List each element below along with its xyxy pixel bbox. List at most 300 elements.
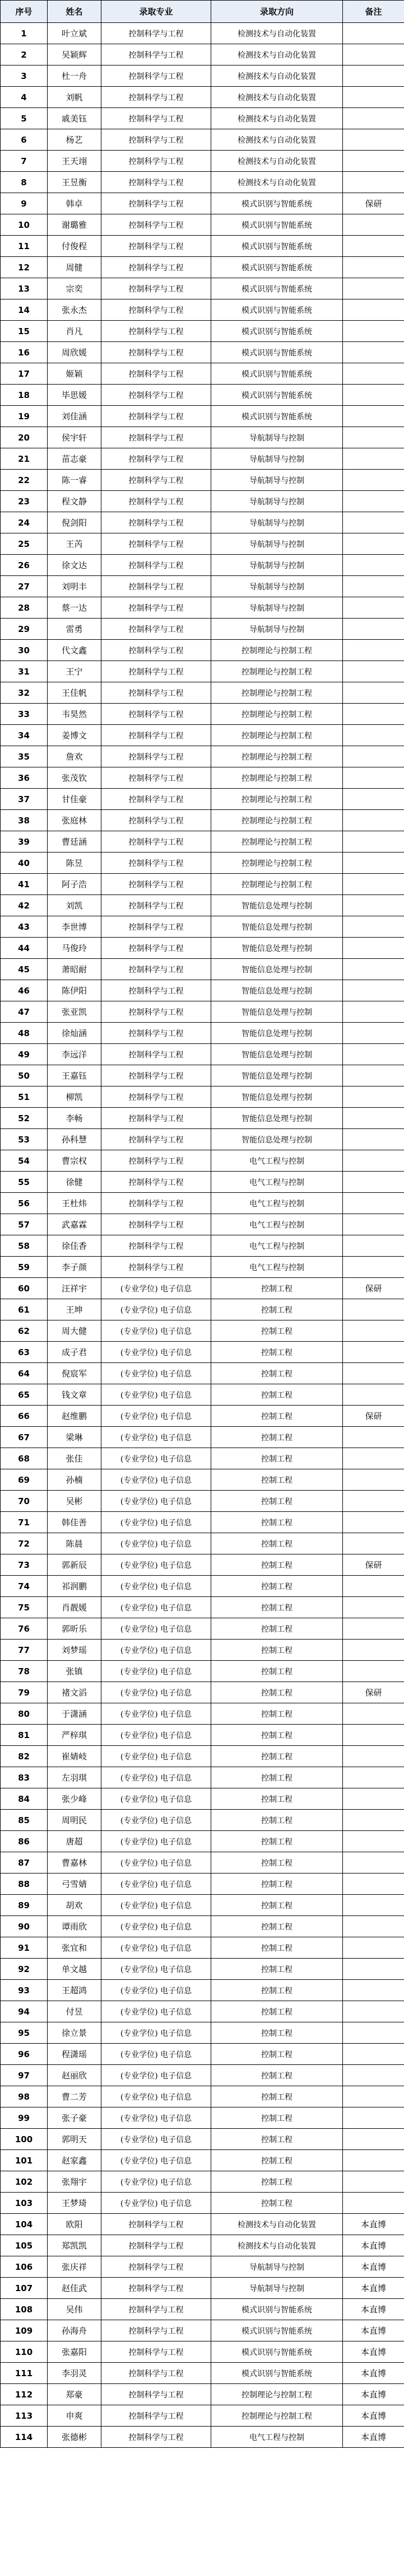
cell-index: 40 <box>1 853 48 874</box>
table-row <box>1 299 404 321</box>
table-row <box>1 1767 404 1788</box>
table-row <box>1 1682 404 1703</box>
cell-index: 71 <box>1 1512 48 1533</box>
cell-major: 控制科学与工程 <box>101 831 211 853</box>
cell-major: (专业学位) 电子信息 <box>101 1406 211 1427</box>
cell-note <box>343 2150 404 2171</box>
cell-note <box>343 1044 404 1065</box>
cell-direction: 控制工程 <box>211 2001 343 2022</box>
cell-index: 108 <box>1 2299 48 2320</box>
cell-major: 控制科学与工程 <box>101 321 211 342</box>
cell-note <box>343 321 404 342</box>
cell-direction: 控制理论与控制工程 <box>211 2405 343 2427</box>
cell-direction: 导航制导与控制 <box>211 555 343 576</box>
cell-major: 控制科学与工程 <box>101 1044 211 1065</box>
cell-direction: 控制工程 <box>211 1299 343 1320</box>
table-header <box>1 1 404 23</box>
cell-name: 单文越 <box>48 1959 101 1980</box>
cell-name: 武嘉霖 <box>48 1214 101 1235</box>
cell-index: 99 <box>1 2107 48 2129</box>
cell-index: 93 <box>1 1980 48 2001</box>
cell-name: 杜一舟 <box>48 65 101 87</box>
cell-direction: 控制工程 <box>211 1810 343 1831</box>
cell-major: 控制科学与工程 <box>101 980 211 1001</box>
cell-name: 戚美钰 <box>48 108 101 129</box>
cell-note <box>343 214 404 236</box>
cell-major: 控制科学与工程 <box>101 23 211 44</box>
cell-direction: 智能信息处理与控制 <box>211 959 343 980</box>
table-row <box>1 108 404 129</box>
table-row <box>1 1129 404 1150</box>
cell-note <box>343 938 404 959</box>
table-row <box>1 1746 404 1767</box>
cell-major: 控制科学与工程 <box>101 151 211 172</box>
cell-direction: 导航制导与控制 <box>211 619 343 640</box>
cell-note <box>343 555 404 576</box>
cell-index: 35 <box>1 746 48 767</box>
cell-name: 申爽 <box>48 2405 101 2427</box>
table-row <box>1 427 404 448</box>
cell-index: 67 <box>1 1427 48 1448</box>
cell-direction: 控制理论与控制工程 <box>211 810 343 831</box>
cell-direction: 控制工程 <box>211 1640 343 1661</box>
cell-direction: 控制理论与控制工程 <box>211 704 343 725</box>
cell-name: 曹宗权 <box>48 1150 101 1172</box>
cell-name: 王昱衡 <box>48 172 101 193</box>
cell-name: 徐佳香 <box>48 1235 101 1257</box>
table-row <box>1 1491 404 1512</box>
cell-direction: 导航制导与控制 <box>211 448 343 470</box>
cell-major: 控制科学与工程 <box>101 682 211 704</box>
table-row <box>1 1810 404 1831</box>
cell-direction: 控制理论与控制工程 <box>211 831 343 853</box>
cell-note <box>343 151 404 172</box>
cell-note <box>343 1363 404 1384</box>
table-row <box>1 44 404 65</box>
cell-name: 张德彬 <box>48 2427 101 2448</box>
cell-note <box>343 1959 404 1980</box>
cell-name: 蔡一达 <box>48 597 101 619</box>
table-row <box>1 65 404 87</box>
cell-note <box>343 2065 404 2086</box>
cell-note <box>343 2171 404 2193</box>
table-row <box>1 87 404 108</box>
table-row <box>1 1533 404 1554</box>
cell-name: 侯宇轩 <box>48 427 101 448</box>
cell-major: 控制科学与工程 <box>101 342 211 363</box>
cell-direction: 检测技术与自动化装置 <box>211 129 343 151</box>
table-row <box>1 151 404 172</box>
cell-note <box>343 1469 404 1491</box>
cell-note <box>343 1427 404 1448</box>
cell-major: 控制科学与工程 <box>101 257 211 278</box>
cell-name: 梁琳 <box>48 1427 101 1448</box>
cell-name: 徐健 <box>48 1172 101 1193</box>
cell-note <box>343 1533 404 1554</box>
cell-name: 李子颜 <box>48 1257 101 1278</box>
cell-index: 106 <box>1 2256 48 2278</box>
cell-index: 76 <box>1 1618 48 1640</box>
cell-major: (专业学位) 电子信息 <box>101 2065 211 2086</box>
cell-major: (专业学位) 电子信息 <box>101 1916 211 1937</box>
table-row <box>1 512 404 533</box>
table-row <box>1 2256 404 2278</box>
cell-index: 110 <box>1 2341 48 2363</box>
table-row <box>1 2235 404 2256</box>
cell-name: 欧阳 <box>48 2214 101 2235</box>
cell-index: 17 <box>1 363 48 385</box>
cell-major: (专业学位) 电子信息 <box>101 1810 211 1831</box>
cell-index: 44 <box>1 938 48 959</box>
cell-major: (专业学位) 电子信息 <box>101 1959 211 1980</box>
cell-name: 陈伊阳 <box>48 980 101 1001</box>
cell-index: 4 <box>1 87 48 108</box>
cell-direction: 电气工程与控制 <box>211 1193 343 1214</box>
cell-index: 105 <box>1 2235 48 2256</box>
cell-index: 50 <box>1 1065 48 1086</box>
cell-direction: 控制工程 <box>211 1874 343 1895</box>
cell-index: 113 <box>1 2405 48 2427</box>
cell-index: 9 <box>1 193 48 214</box>
cell-direction: 控制工程 <box>211 2086 343 2107</box>
cell-index: 72 <box>1 1533 48 1554</box>
cell-index: 73 <box>1 1554 48 1576</box>
cell-name: 叶立斌 <box>48 23 101 44</box>
cell-name: 陈晨 <box>48 1533 101 1554</box>
cell-index: 55 <box>1 1172 48 1193</box>
cell-note <box>343 1618 404 1640</box>
cell-index: 83 <box>1 1767 48 1788</box>
cell-major: (专业学位) 电子信息 <box>101 1703 211 1725</box>
cell-note <box>343 1129 404 1150</box>
cell-note <box>343 1980 404 2001</box>
table-row <box>1 1852 404 1874</box>
cell-index: 86 <box>1 1831 48 1852</box>
cell-direction: 控制工程 <box>211 1682 343 1703</box>
cell-note: 本直博 <box>343 2427 404 2448</box>
table-row <box>1 1086 404 1108</box>
cell-direction: 智能信息处理与控制 <box>211 1065 343 1086</box>
cell-name: 宗奕 <box>48 278 101 299</box>
cell-direction: 控制工程 <box>211 1406 343 1427</box>
cell-direction: 模式识别与智能系统 <box>211 406 343 427</box>
cell-direction: 控制工程 <box>211 1597 343 1618</box>
cell-direction: 控制工程 <box>211 1512 343 1533</box>
table-row <box>1 129 404 151</box>
cell-major: (专业学位) 电子信息 <box>101 1278 211 1299</box>
cell-name: 张庆祥 <box>48 2256 101 2278</box>
cell-note <box>343 1299 404 1320</box>
table-row <box>1 1512 404 1533</box>
cell-name: 萧昭耐 <box>48 959 101 980</box>
cell-name: 吴伟 <box>48 2299 101 2320</box>
cell-index: 28 <box>1 597 48 619</box>
table-row <box>1 1916 404 1937</box>
cell-major: 控制科学与工程 <box>101 2235 211 2256</box>
table-row <box>1 1235 404 1257</box>
cell-name: 王芮 <box>48 533 101 555</box>
cell-name: 王天翊 <box>48 151 101 172</box>
table-row <box>1 980 404 1001</box>
table-row <box>1 789 404 810</box>
cell-name: 张永杰 <box>48 299 101 321</box>
cell-name: 韩卓 <box>48 193 101 214</box>
cell-note: 本直博 <box>343 2235 404 2256</box>
cell-direction: 模式识别与智能系统 <box>211 321 343 342</box>
cell-note <box>343 1512 404 1533</box>
cell-major: 控制科学与工程 <box>101 959 211 980</box>
cell-note: 保研 <box>343 1406 404 1427</box>
cell-note <box>343 1150 404 1172</box>
table-row <box>1 916 404 938</box>
cell-major: 控制科学与工程 <box>101 427 211 448</box>
cell-major: (专业学位) 电子信息 <box>101 1554 211 1576</box>
cell-direction: 控制工程 <box>211 1916 343 1937</box>
cell-direction: 控制工程 <box>211 2193 343 2214</box>
cell-name: 程潇瑶 <box>48 2044 101 2065</box>
cell-note <box>343 491 404 512</box>
cell-name: 姬颖 <box>48 363 101 385</box>
cell-major: 控制科学与工程 <box>101 172 211 193</box>
table-row <box>1 2171 404 2193</box>
cell-major: 控制科学与工程 <box>101 916 211 938</box>
cell-name: 倪剑阳 <box>48 512 101 533</box>
table-row <box>1 810 404 831</box>
cell-index: 13 <box>1 278 48 299</box>
cell-major: (专业学位) 电子信息 <box>101 2044 211 2065</box>
cell-index: 21 <box>1 448 48 470</box>
table-row <box>1 1895 404 1916</box>
header-name: 姓名 <box>48 1 101 23</box>
table-row <box>1 746 404 767</box>
cell-index: 95 <box>1 2022 48 2044</box>
cell-direction: 检测技术与自动化装置 <box>211 23 343 44</box>
table-row <box>1 1299 404 1320</box>
cell-index: 32 <box>1 682 48 704</box>
cell-name: 崔婧岐 <box>48 1746 101 1767</box>
cell-note: 本直博 <box>343 2256 404 2278</box>
cell-name: 杨艺 <box>48 129 101 151</box>
cell-note <box>343 810 404 831</box>
cell-name: 张佳 <box>48 1448 101 1469</box>
cell-index: 25 <box>1 533 48 555</box>
cell-name: 胡欢 <box>48 1895 101 1916</box>
table-row <box>1 2065 404 2086</box>
cell-index: 8 <box>1 172 48 193</box>
table-row <box>1 1384 404 1406</box>
cell-note <box>343 959 404 980</box>
cell-major: (专业学位) 电子信息 <box>101 1788 211 1810</box>
cell-index: 45 <box>1 959 48 980</box>
cell-index: 98 <box>1 2086 48 2107</box>
cell-index: 34 <box>1 725 48 746</box>
table-row <box>1 725 404 746</box>
table-row <box>1 533 404 555</box>
cell-index: 96 <box>1 2044 48 2065</box>
cell-direction: 检测技术与自动化装置 <box>211 108 343 129</box>
cell-major: 控制科学与工程 <box>101 533 211 555</box>
cell-major: (专业学位) 电子信息 <box>101 1618 211 1640</box>
cell-note <box>343 704 404 725</box>
table-row <box>1 214 404 236</box>
cell-name: 王宁 <box>48 661 101 682</box>
cell-index: 87 <box>1 1852 48 1874</box>
table-row <box>1 1320 404 1342</box>
cell-index: 103 <box>1 2193 48 2214</box>
cell-major: (专业学位) 电子信息 <box>101 1746 211 1767</box>
cell-note <box>343 1895 404 1916</box>
cell-name: 刘明丰 <box>48 576 101 597</box>
header-major: 录取专业 <box>101 1 211 23</box>
cell-direction: 模式识别与智能系统 <box>211 2341 343 2363</box>
cell-index: 85 <box>1 1810 48 1831</box>
table-row <box>1 2129 404 2150</box>
cell-direction: 控制工程 <box>211 1554 343 1576</box>
cell-major: 控制科学与工程 <box>101 385 211 406</box>
cell-note <box>343 1937 404 1959</box>
cell-note <box>343 746 404 767</box>
cell-direction: 控制工程 <box>211 1363 343 1384</box>
table-row <box>1 406 404 427</box>
cell-direction: 导航制导与控制 <box>211 533 343 555</box>
cell-index: 91 <box>1 1937 48 1959</box>
cell-index: 31 <box>1 661 48 682</box>
cell-note: 保研 <box>343 1682 404 1703</box>
cell-name: 刘佳涵 <box>48 406 101 427</box>
cell-direction: 电气工程与控制 <box>211 1150 343 1172</box>
cell-index: 11 <box>1 236 48 257</box>
cell-name: 王坤 <box>48 1299 101 1320</box>
cell-direction: 智能信息处理与控制 <box>211 938 343 959</box>
cell-note <box>343 1320 404 1342</box>
cell-index: 26 <box>1 555 48 576</box>
cell-direction: 控制理论与控制工程 <box>211 767 343 789</box>
cell-index: 62 <box>1 1320 48 1342</box>
cell-index: 75 <box>1 1597 48 1618</box>
table-row <box>1 1193 404 1214</box>
cell-name: 付昱 <box>48 2001 101 2022</box>
cell-major: 控制科学与工程 <box>101 810 211 831</box>
cell-direction: 模式识别与智能系统 <box>211 278 343 299</box>
table-row <box>1 1108 404 1129</box>
cell-major: 控制科学与工程 <box>101 448 211 470</box>
cell-major: 控制科学与工程 <box>101 470 211 491</box>
cell-index: 1 <box>1 23 48 44</box>
table-row <box>1 363 404 385</box>
table-row <box>1 1554 404 1576</box>
cell-direction: 控制工程 <box>211 1937 343 1959</box>
cell-direction: 控制工程 <box>211 1767 343 1788</box>
cell-major: (专业学位) 电子信息 <box>101 1767 211 1788</box>
cell-name: 李畅 <box>48 1108 101 1129</box>
cell-name: 郭明天 <box>48 2129 101 2150</box>
cell-name: 毕思媛 <box>48 385 101 406</box>
cell-direction: 导航制导与控制 <box>211 470 343 491</box>
cell-index: 78 <box>1 1661 48 1682</box>
table-row <box>1 1150 404 1172</box>
cell-name: 吴颖辉 <box>48 44 101 65</box>
cell-major: (专业学位) 电子信息 <box>101 1342 211 1363</box>
cell-note <box>343 1597 404 1618</box>
cell-note <box>343 2001 404 2022</box>
table-row <box>1 1044 404 1065</box>
cell-major: 控制科学与工程 <box>101 2214 211 2235</box>
cell-direction: 导航制导与控制 <box>211 491 343 512</box>
cell-major: (专业学位) 电子信息 <box>101 1491 211 1512</box>
cell-name: 郭新辰 <box>48 1554 101 1576</box>
cell-direction: 检测技术与自动化装置 <box>211 65 343 87</box>
cell-direction: 控制工程 <box>211 2022 343 2044</box>
cell-note <box>343 2193 404 2214</box>
cell-name: 郑豪 <box>48 2384 101 2405</box>
table-row <box>1 1597 404 1618</box>
cell-major: (专业学位) 电子信息 <box>101 2129 211 2150</box>
cell-index: 46 <box>1 980 48 1001</box>
cell-name: 张庭林 <box>48 810 101 831</box>
cell-major: 控制科学与工程 <box>101 2320 211 2341</box>
cell-name: 付俊程 <box>48 236 101 257</box>
cell-direction: 电气工程与控制 <box>211 2427 343 2448</box>
table-row <box>1 555 404 576</box>
table-row <box>1 321 404 342</box>
cell-name: 徐灿涵 <box>48 1023 101 1044</box>
cell-note <box>343 129 404 151</box>
cell-name: 周明民 <box>48 1810 101 1831</box>
cell-note: 本直博 <box>343 2299 404 2320</box>
cell-name: 孙楠 <box>48 1469 101 1491</box>
cell-index: 79 <box>1 1682 48 1703</box>
cell-name: 张宜和 <box>48 1937 101 1959</box>
cell-major: 控制科学与工程 <box>101 2299 211 2320</box>
cell-direction: 智能信息处理与控制 <box>211 895 343 916</box>
cell-note <box>343 619 404 640</box>
table-row <box>1 597 404 619</box>
cell-major: 控制科学与工程 <box>101 1257 211 1278</box>
cell-direction: 检测技术与自动化装置 <box>211 44 343 65</box>
cell-direction: 电气工程与控制 <box>211 1235 343 1257</box>
cell-name: 褚文滔 <box>48 1682 101 1703</box>
cell-major: (专业学位) 电子信息 <box>101 1725 211 1746</box>
cell-major: 控制科学与工程 <box>101 129 211 151</box>
cell-index: 114 <box>1 2427 48 2448</box>
cell-name: 弓雪婧 <box>48 1874 101 1895</box>
cell-major: 控制科学与工程 <box>101 44 211 65</box>
cell-note <box>343 2107 404 2129</box>
cell-index: 60 <box>1 1278 48 1299</box>
cell-name: 王佳帆 <box>48 682 101 704</box>
cell-direction: 控制理论与控制工程 <box>211 746 343 767</box>
cell-name: 孙科慧 <box>48 1129 101 1150</box>
cell-direction: 控制工程 <box>211 1703 343 1725</box>
cell-index: 19 <box>1 406 48 427</box>
cell-name: 刘梦瑶 <box>48 1640 101 1661</box>
cell-name: 柳凯 <box>48 1086 101 1108</box>
cell-index: 81 <box>1 1725 48 1746</box>
cell-note <box>343 916 404 938</box>
cell-direction: 控制理论与控制工程 <box>211 874 343 895</box>
cell-name: 李羽灵 <box>48 2363 101 2384</box>
cell-index: 36 <box>1 767 48 789</box>
cell-index: 18 <box>1 385 48 406</box>
cell-note <box>343 1725 404 1746</box>
cell-note <box>343 512 404 533</box>
cell-name: 刘凯 <box>48 895 101 916</box>
cell-index: 70 <box>1 1491 48 1512</box>
table-row <box>1 1469 404 1491</box>
cell-direction: 控制理论与控制工程 <box>211 853 343 874</box>
cell-index: 16 <box>1 342 48 363</box>
table-row <box>1 1725 404 1746</box>
